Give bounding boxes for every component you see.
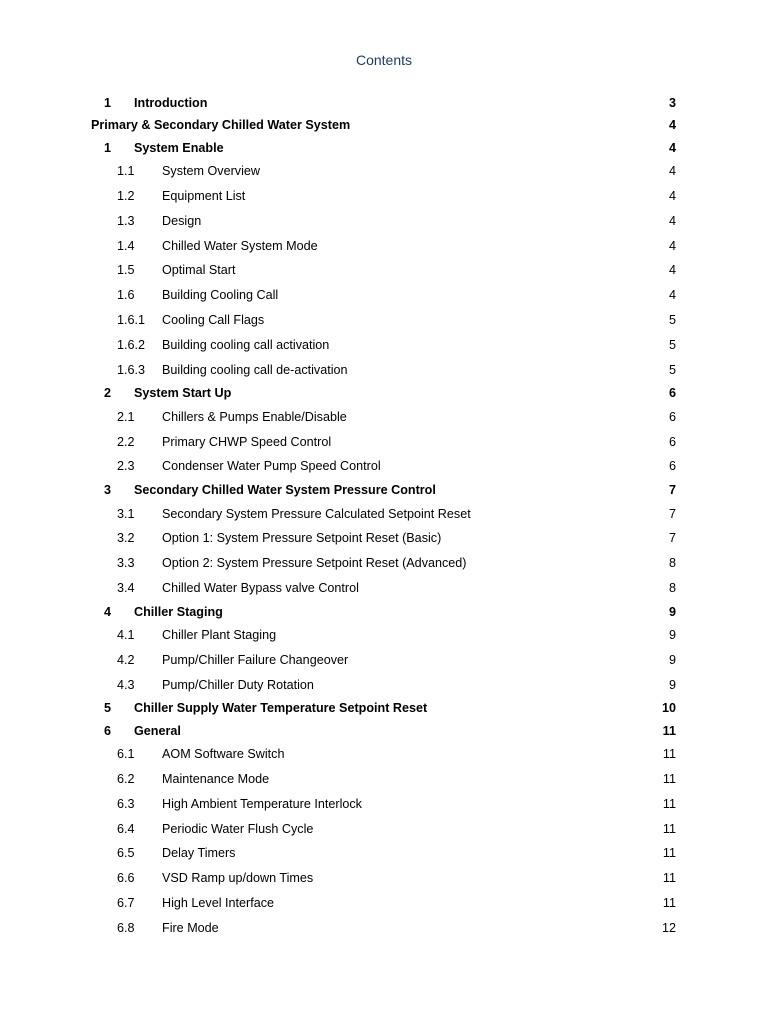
toc-entry-label: Pump/Chiller Duty Rotation <box>162 677 314 692</box>
toc-entry-number: 1 <box>104 96 112 110</box>
toc-entry-number: 6.8 <box>117 920 135 935</box>
toc-entry-number: 1.6 <box>117 288 135 303</box>
toc-entry-label: Chilled Water System Mode <box>162 238 318 253</box>
toc-entry-page: 4 <box>668 288 676 303</box>
toc-entry-page: 4 <box>668 213 676 228</box>
toc-entry-label: Chiller Plant Staging <box>162 628 277 643</box>
toc-entry-number: 4.2 <box>117 652 135 667</box>
toc-entry-number: 1.5 <box>117 263 135 278</box>
toc-entry-page: 7 <box>668 506 676 521</box>
toc-entry-label: Periodic Water Flush Cycle <box>162 821 314 836</box>
toc-entry-number: 6.6 <box>117 871 135 886</box>
toc-entry[interactable] <box>0 283 768 308</box>
toc-entry-number: 5 <box>104 701 112 716</box>
toc-entry[interactable] <box>0 648 768 673</box>
toc-entry[interactable] <box>0 234 768 259</box>
toc-entry[interactable] <box>0 137 768 159</box>
toc-entry-page: 11 <box>662 796 676 811</box>
toc-entry-page: 6 <box>668 409 676 424</box>
toc-entry-label: System Enable <box>134 140 224 155</box>
toc-entry-page: 9 <box>668 677 676 692</box>
toc-entry[interactable] <box>0 159 768 184</box>
toc-entry-number: 6.2 <box>117 772 135 787</box>
toc-entry-page: 6 <box>668 434 676 449</box>
toc-entry[interactable] <box>0 767 768 792</box>
toc-entry-label: Primary & Secondary Chilled Water System <box>91 118 351 133</box>
toc-entry-number: 1.6.1 <box>117 312 146 327</box>
toc-entry-number: 1.3 <box>117 213 135 228</box>
toc-entry-number: 1.6.3 <box>117 362 146 377</box>
toc-entry-number: 4.1 <box>117 628 135 643</box>
toc-entry-label: System Overview <box>162 164 260 179</box>
toc-entry-number: 4 <box>104 604 112 619</box>
toc-entry[interactable] <box>0 502 768 527</box>
toc-entry-label: Chillers & Pumps Enable/Disable <box>162 409 347 424</box>
toc-entry-label: VSD Ramp up/down Times <box>162 871 314 886</box>
toc-entry-number: 2.3 <box>117 459 135 474</box>
toc-entry[interactable] <box>0 405 768 430</box>
toc-entry[interactable] <box>0 576 768 601</box>
toc-entry[interactable] <box>0 92 768 114</box>
toc-entry-page: 11 <box>662 846 676 861</box>
toc-entry-page: 4 <box>668 118 676 133</box>
toc-entry-page: 6 <box>668 386 676 401</box>
toc-entry-number: 2 <box>104 386 112 401</box>
toc-entry-page: 4 <box>668 140 676 155</box>
toc-entry-page: 11 <box>662 871 676 886</box>
toc-entry-page: 4 <box>668 263 676 278</box>
toc-entry-number: 3.4 <box>117 580 135 595</box>
toc-entry-page: 8 <box>668 580 676 595</box>
toc-entry-number: 6.3 <box>117 796 135 811</box>
toc-entry-label: Delay Timers <box>162 846 236 861</box>
toc-entry[interactable] <box>0 308 768 333</box>
toc-entry-page: 11 <box>662 747 676 762</box>
toc-entry-label: Secondary System Pressure Calculated Setpoint Reset <box>162 506 471 521</box>
toc-entry-page: 4 <box>668 238 676 253</box>
toc-entry[interactable] <box>0 720 768 742</box>
toc-entry[interactable] <box>0 742 768 767</box>
toc-entry-page: 9 <box>668 604 676 619</box>
toc-entry-page: 7 <box>668 531 676 546</box>
toc-entry[interactable] <box>0 841 768 866</box>
toc-entry[interactable] <box>0 792 768 817</box>
toc-entry-number: 2.1 <box>117 409 135 424</box>
toc-entry-number: 4.3 <box>117 677 135 692</box>
toc-entry[interactable] <box>0 601 768 623</box>
toc-entry-number: 3.2 <box>117 531 135 546</box>
toc-entry-number: 1 <box>104 140 112 155</box>
toc-entry-number: 1.6.2 <box>117 337 146 352</box>
toc-entry-number: 6.1 <box>117 747 135 762</box>
toc-entry-label: Equipment List <box>162 188 246 203</box>
toc-entry-label: Building cooling call de-activation <box>162 362 348 377</box>
toc-entry-label: Building Cooling Call <box>162 288 279 303</box>
toc-entry-label: AOM Software Switch <box>162 747 285 762</box>
toc-entry-page: 10 <box>661 701 676 716</box>
toc-entry-label: High Ambient Temperature Interlock <box>162 796 362 811</box>
toc-entry-page: 11 <box>662 772 676 787</box>
toc-entry[interactable] <box>0 382 768 404</box>
toc-entry-number: 1.4 <box>117 238 135 253</box>
toc-entry-page: 8 <box>668 556 676 571</box>
toc-entry-label: Maintenance Mode <box>162 772 270 787</box>
toc-entry-number: 6.7 <box>117 896 135 911</box>
toc-entry-page: 11 <box>662 821 676 836</box>
toc-entry-page: 6 <box>668 459 676 474</box>
toc-entry[interactable] <box>0 891 768 916</box>
toc-entry[interactable] <box>0 623 768 648</box>
toc-entry-number: 3.3 <box>117 556 135 571</box>
toc-entry-number: 3.1 <box>117 506 135 521</box>
toc-entry[interactable] <box>0 333 768 358</box>
toc-entry-page: 11 <box>662 896 676 911</box>
toc-entry-label: Condenser Water Pump Speed Control <box>162 459 381 474</box>
toc-entry-label: Building cooling call activation <box>162 337 330 352</box>
toc-entry-label: Design <box>162 213 202 228</box>
toc-entry-page: 7 <box>668 483 676 498</box>
toc-entry-page: 9 <box>668 628 676 643</box>
toc-entry[interactable] <box>0 916 768 941</box>
toc-entry-label: Chiller Supply Water Temperature Setpoint Reset <box>134 701 428 716</box>
toc-entry-label: Secondary Chilled Water System Pressure Control <box>134 483 436 498</box>
toc-entry-page: 9 <box>668 652 676 667</box>
toc-entry-label: System Start Up <box>134 386 232 401</box>
toc-entry-page: 3 <box>668 96 676 110</box>
toc-entry[interactable] <box>0 209 768 234</box>
toc-entry-label: Option 2: System Pressure Setpoint Reset (Advanced) <box>162 556 467 571</box>
toc-title: Contents <box>355 52 413 68</box>
toc-entry-number: 6.4 <box>117 821 135 836</box>
toc-entry-number: 2.2 <box>117 434 135 449</box>
toc-entry-label: Option 1: System Pressure Setpoint Reset (Basic) <box>162 531 442 546</box>
toc-entry-label: General <box>134 723 181 738</box>
toc-entry-number: 6.5 <box>117 846 135 861</box>
toc-entry[interactable] <box>0 454 768 479</box>
toc-entry[interactable] <box>0 866 768 891</box>
toc-entry[interactable] <box>0 551 768 576</box>
toc-entry-number: 1.1 <box>117 164 135 179</box>
toc-entry-label: Optimal Start <box>162 263 236 278</box>
toc-entry-number: 1.2 <box>117 188 135 203</box>
toc-entry[interactable] <box>0 114 768 136</box>
toc-entry[interactable] <box>0 184 768 209</box>
toc-entry[interactable] <box>0 430 768 455</box>
toc-entry-page: 4 <box>668 188 676 203</box>
toc-entry-label: Fire Mode <box>162 920 219 935</box>
toc-entry-page: 11 <box>662 723 676 738</box>
toc-entry-page: 5 <box>668 312 676 327</box>
toc-entry-number: 3 <box>104 483 112 498</box>
toc-entry[interactable] <box>0 673 768 698</box>
toc-entry-label: Chiller Staging <box>134 604 223 619</box>
toc-entry[interactable] <box>0 817 768 842</box>
toc-entry-page: 5 <box>668 337 676 352</box>
toc-entry[interactable] <box>0 526 768 551</box>
toc-entry-page: 12 <box>661 920 676 935</box>
toc-entry[interactable] <box>0 358 768 383</box>
table-of-contents <box>0 92 768 941</box>
toc-entry-page: 5 <box>668 362 676 377</box>
toc-entry[interactable] <box>0 258 768 283</box>
toc-entry[interactable] <box>0 479 768 501</box>
toc-entry-label: Introduction <box>134 96 208 110</box>
toc-entry-label: Pump/Chiller Failure Changeover <box>162 652 349 667</box>
toc-entry-label: Cooling Call Flags <box>162 312 265 327</box>
toc-entry-number: 6 <box>104 723 112 738</box>
toc-entry[interactable] <box>0 697 768 719</box>
toc-entry-label: High Level Interface <box>162 896 275 911</box>
toc-entry-label: Primary CHWP Speed Control <box>162 434 332 449</box>
toc-entry-page: 4 <box>668 164 676 179</box>
toc-entry-label: Chilled Water Bypass valve Control <box>162 580 359 595</box>
